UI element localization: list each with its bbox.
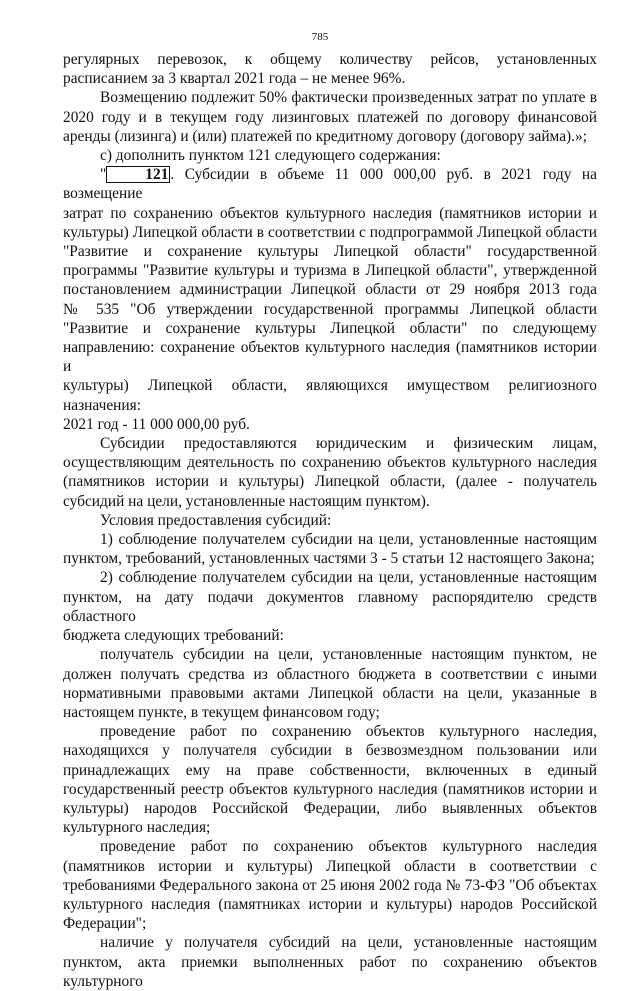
text-line: наличие у получателя субсидий на цели, установленные настоящим bbox=[100, 934, 597, 952]
text-line: направлению: сохранение объектов культурного наследия (памятников истории и bbox=[63, 339, 597, 376]
text-line: пунктом, на дату подачи документов главному распорядителю средств областного bbox=[63, 588, 597, 625]
text-line: требованиями Федерального закона от 25 июня 2002 года № 73-ФЗ "Об объектах bbox=[63, 876, 597, 894]
text-line: государственный реестр объектов культурного наследия (памятников истории и bbox=[63, 780, 597, 798]
text-line: Субсидии предоставляются юридическим и физическим лицам, bbox=[100, 435, 597, 453]
text-line: расписанием за 3 квартал 2021 года – не менее 96%. bbox=[63, 70, 406, 88]
quote-mark: " bbox=[100, 166, 107, 184]
text-line: должен получать средства из областного бюджета в соответствии с иными bbox=[63, 665, 597, 683]
text-line: осуществляющим деятельность по сохранению объектов культурного наследия bbox=[63, 454, 597, 472]
text-line: регулярных перевозок, к общему количеству рейсов, установленных bbox=[63, 51, 597, 68]
text-line: бюджета следующих требований: bbox=[63, 627, 284, 645]
text-line: получатель субсидии на цели, установленные настоящим пунктом, не bbox=[100, 646, 597, 664]
text-line: затрат по сохранению объектов культурного наследия (памятников истории и bbox=[63, 204, 597, 222]
text-line: культуры) народов Российской Федерации, либо выявленных объектов bbox=[63, 799, 597, 817]
text-line: пунктом, требований, установленных частями 3 - 5 статьи 12 настоящего Закона; bbox=[63, 550, 595, 568]
text-line: Возмещению подлежит 50% фактически произведенных затрат по уплате в bbox=[100, 89, 597, 107]
text-line: находящихся у получателя субсидии в безвозмездном пользовании или bbox=[63, 742, 597, 760]
text-line: культуры) Липецкой области, являющихся имуществом религиозного назначения: bbox=[63, 377, 597, 414]
text-line: с) дополнить пунктом 121 следующего содержания: bbox=[100, 147, 441, 165]
text-line: "Развитие и сохранение культуры Липецкой области" по следующему bbox=[63, 319, 597, 337]
document-body bbox=[63, 50, 597, 991]
text-line: (памятников истории и культуры) Липецкой области, (далее - получатель bbox=[63, 473, 597, 491]
text-line: программы "Развитие культуры и туризма в Липецкой области", утвержденной bbox=[63, 262, 597, 280]
text-line: аренды (лизинга) и (или) платежей по кредитному договору (договору займа).»; bbox=[63, 127, 587, 145]
item-number-box: 121 bbox=[106, 166, 170, 183]
text-line: проведение работ по сохранению объектов культурного наследия, bbox=[100, 723, 597, 741]
page-number: 785 bbox=[311, 31, 329, 43]
text-line: субсидий на цели, установленные настоящим пунктом). bbox=[63, 492, 430, 510]
text-line: пунктом, акта приемки выполненных работ по сохранению объектов культурного bbox=[63, 953, 597, 990]
text-line: 2020 году и в текущем году лизинговых платежей по договору финансовой bbox=[63, 108, 597, 126]
text-line: Федерации"; bbox=[63, 915, 147, 933]
text-line: культурного наследия; bbox=[63, 819, 211, 837]
text-line: (памятников истории и культуры) Липецкой области в соответствии с bbox=[63, 857, 597, 875]
text-line: настоящем пункте, в текущем финансовом году; bbox=[63, 703, 380, 721]
text-line: культуры) Липецкой области в соответствии с подпрограммой Липецкой области bbox=[63, 223, 597, 241]
text-line: культурного наследия (памятниках истории и культуры) народов Российской bbox=[63, 895, 597, 913]
text-line: "Развитие и сохранение культуры Липецкой области" государственной bbox=[63, 243, 597, 261]
text-line: принадлежащих ему на праве собственности, включенных в единый bbox=[63, 761, 597, 779]
text-line: Условия предоставления субсидий: bbox=[100, 511, 332, 529]
text-fragment: . Субсидии в объеме 11 000 000,00 руб. в 2021 году на возмещение bbox=[63, 166, 597, 203]
text-line: 1) соблюдение получателем субсидии на цели, установленные настоящим bbox=[100, 531, 597, 549]
text-line: нормативными правовыми актами Липецкой области на цели, указанные в bbox=[63, 684, 597, 702]
text-line: 2021 год - 11 000 000,00 руб. bbox=[63, 415, 250, 433]
text-line: 2) соблюдение получателем субсидии на цели, установленные настоящим bbox=[100, 569, 597, 587]
text-line: № 535 "Об утверждении государственной программы Липецкой области bbox=[63, 300, 597, 318]
text-line: проведение работ по сохранению объектов культурного наследия bbox=[100, 838, 597, 856]
text-line: постановлением администрации Липецкой области от 29 ноября 2013 года bbox=[63, 281, 597, 299]
text-line bbox=[63, 165, 597, 203]
